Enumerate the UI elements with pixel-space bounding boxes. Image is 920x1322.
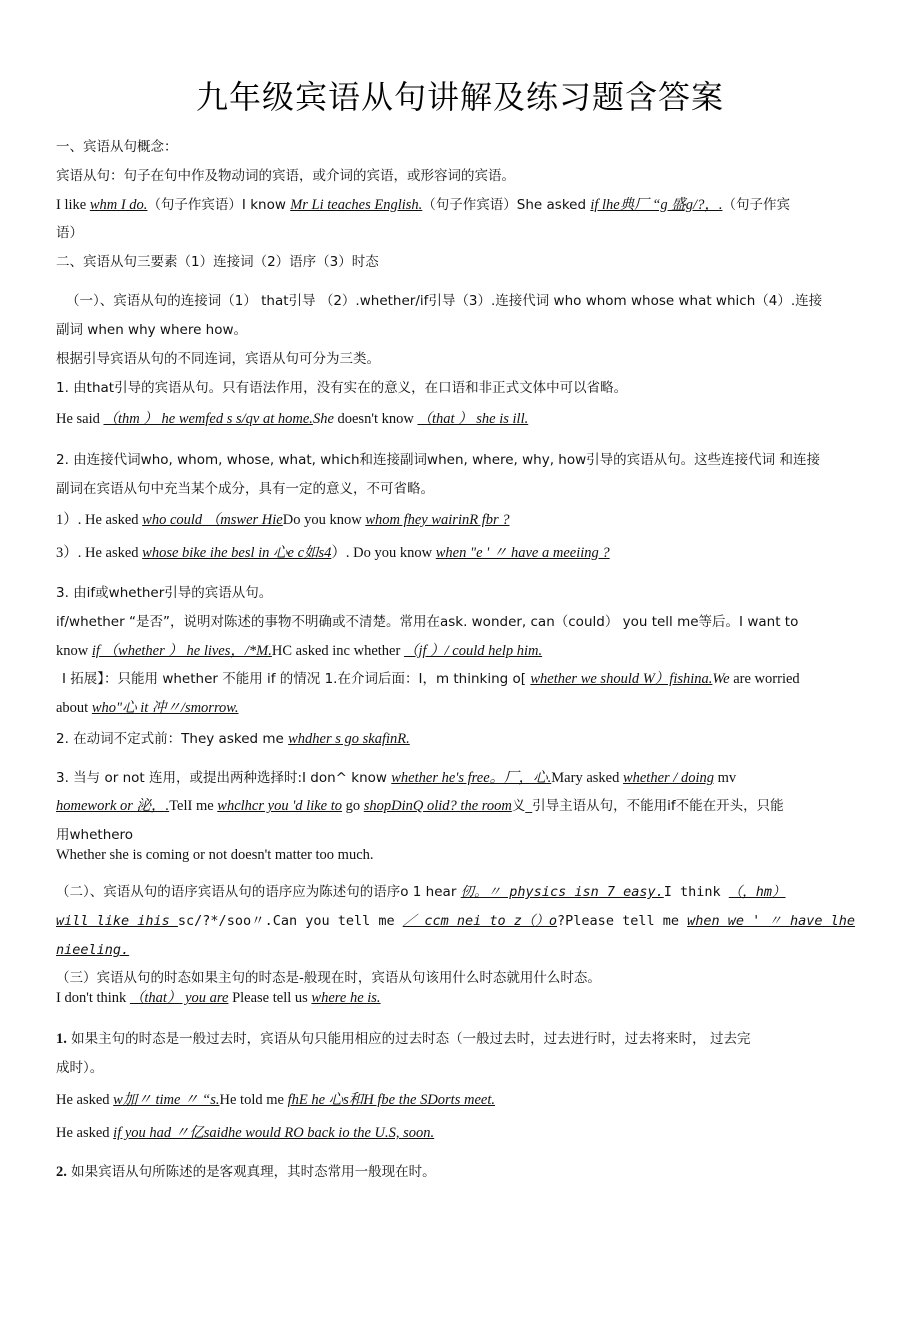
underlined-answer: homework or 泌，. <box>56 798 170 814</box>
text-run: TelI me <box>169 798 218 814</box>
underlined-answer: fhE he 心s和H fbe the SDorts meet. <box>287 1092 495 1108</box>
underlined-answer: when we ' 〃 have lhe <box>687 913 856 929</box>
wh-clause-continued: 副词在宾语从句中充当某个成分，具有一定的意义，不可省略。 <box>56 481 434 497</box>
past-tense-example-2 <box>56 1123 866 1143</box>
underlined-answer: whm I do. <box>89 197 148 213</box>
underlined-answer: will like ihis <box>56 913 178 929</box>
text-run: go <box>342 798 364 814</box>
definition-line: 宾语从句：句子在句中作及物动词的宾语，或介词的宾语，或形容词的宾语。 <box>56 168 515 184</box>
underlined-answer: where he is. <box>311 990 381 1006</box>
text-run: 2. 在动词不定式前：They asked me <box>56 731 289 747</box>
underlined-answer: who could （mswer Hie <box>142 512 283 528</box>
three-types-line: 根据引导宾语从句的不同连词，宾语从句可分为三类。 <box>56 351 380 367</box>
underlined-answer: whose bike ihe besl in 心e c如s4 <box>142 545 332 561</box>
underlined-answer: （thm ） he wemfed s s/qv at home. <box>103 411 313 427</box>
text-run: （句子作宾 <box>722 197 790 213</box>
underlined-answer: whdher s go skafinR. <box>288 731 410 747</box>
text-run: I think <box>663 884 729 900</box>
or-not-continued-2: 用whethero <box>56 827 134 843</box>
extension-continued <box>56 698 866 718</box>
text-run: ?Please tell me <box>557 913 688 929</box>
text-run: Do you know <box>282 512 366 528</box>
text-run: He told me <box>219 1092 288 1108</box>
underlined-answer: 仞。〃 physics isn 7 easy. <box>460 884 664 900</box>
underlined-answer: w加〃 time 〃 “s. <box>113 1092 220 1108</box>
text-run: 义_引导主语从句，不能用if不能在开头，只能 <box>511 798 784 814</box>
whether-example-sentence: Whether she is coming or not doesn't matter too much. <box>56 847 374 863</box>
text-run: doesn't know <box>333 411 418 427</box>
section-heading-concept: 一、宾语从句概念： <box>56 139 178 155</box>
underlined-answer: if （whether ） he lives，/*M. <box>91 643 272 659</box>
underlined-answer: whether / doing <box>622 770 714 786</box>
text-run: I don't think <box>56 990 130 1006</box>
or-not-rule <box>56 768 866 788</box>
text-run: 如果主句的时态是一般过去时，宾语从句只能用相应的过去时态（一般过去时，过去进行时，过去将来时， 过去完 <box>66 1031 751 1047</box>
rule-number: 2. <box>56 1164 67 1180</box>
text-run: （句子作宾语）I know <box>147 197 291 213</box>
text-run: Please tell us <box>228 990 312 1006</box>
infinitive-rule <box>56 729 866 749</box>
connectives-continued: 副词 when why where how。 <box>56 322 248 338</box>
underlined-answer: when "e ' 〃 have a meeiing ? <box>435 545 610 561</box>
word-order-continued <box>56 911 866 931</box>
text-run: Can you tell me <box>272 913 403 929</box>
text-run: She <box>312 411 334 427</box>
text-run: He said <box>56 411 104 427</box>
if-whether-heading: 3. 由if或whether引导的宾语从句。 <box>56 585 273 601</box>
text-run: He asked <box>56 1125 114 1141</box>
extension-line <box>62 669 872 689</box>
text-run: 3. 当与 or not 连用，或提出两种选择时:I don^ know <box>56 770 392 786</box>
text-run: sc/?*/soo〃. <box>177 913 273 929</box>
past-tense-continued: 成时）。 <box>56 1060 104 1076</box>
wh-example-1 <box>56 510 866 530</box>
subsection-connectives: （一）、宾语从句的连接词（1） that引导 （2）.whether/if引导（3）.连接代词 who whom whose what which（4）.连接 <box>66 293 823 309</box>
word-order-section <box>56 882 866 902</box>
text-run: I like <box>56 197 90 213</box>
if-whether-explanation: if/whether “是否”，说明对陈述的事物不明确或不清楚。常用在ask. wonder, can（could） you tell me等后。I want to <box>56 614 799 630</box>
text-run: are worried <box>729 671 800 687</box>
that-clause-heading: 1. 由that引导的宾语从句。只有语法作用，没有实在的意义，在口语和非正式文体中可以省略。 <box>56 380 628 396</box>
underlined-answer: if lhe典厂 “g 盛g/?，. <box>590 197 723 213</box>
section-heading-elements: 二、宾语从句三要素（1）连接词（2）语序（3）时态 <box>56 254 379 270</box>
tense-examples <box>56 988 866 1008</box>
underlined-answer: （that） you are <box>129 990 229 1006</box>
text-run: Mary asked <box>551 770 623 786</box>
text-run: about <box>56 700 92 716</box>
that-examples <box>56 409 866 429</box>
text-run: He asked <box>56 1092 114 1108</box>
text-run: ）. Do you know <box>331 545 436 561</box>
underlined-answer: who"心 it 冲〃/smorrow. <box>91 700 239 716</box>
underlined-answer: he would RO back io the U.S, soon. <box>227 1125 435 1141</box>
tense-section: （三）宾语从句的时态如果主句的时态是-般现在时，宾语从句该用什么时态就用什么时态。 <box>56 970 601 986</box>
underlined-answer: whom fhey wairinR fbr ? <box>365 512 510 528</box>
underlined-answer: whclhcr you 'd like to <box>217 798 343 814</box>
text-run: know <box>56 643 92 659</box>
underlined-answer: （，hm） <box>728 884 786 900</box>
text-run: I 拓展】：只能用 whether 不能用 if 的情况 1.在介词后面：I，m thinking o[ <box>62 671 531 687</box>
text-run: 如果宾语从句所陈述的是客观真理，其时态常用一般现在时。 <box>66 1164 436 1180</box>
rule-number: 1. <box>56 1031 67 1047</box>
present-tense-rule <box>56 1162 866 1182</box>
or-not-continued <box>56 796 866 816</box>
underlined-answer: Mr Li teaches English. <box>290 197 423 213</box>
underlined-answer: whether we should W）fishina. <box>530 671 713 687</box>
underlined-answer: ／ ccm nei to z（）o <box>402 913 558 929</box>
if-whether-examples <box>56 641 866 661</box>
past-tense-example-1 <box>56 1090 866 1110</box>
text-run: We <box>712 671 730 687</box>
document-title: 九年级宾语从句讲解及练习题含答案 <box>195 78 724 116</box>
text-run: （句子作宾语）She asked <box>422 197 591 213</box>
underlined-answer: （that ） she is ill. <box>417 411 529 427</box>
example-line-1 <box>56 195 866 215</box>
past-tense-rule <box>56 1029 866 1049</box>
underlined-answer: whether he's free。厂，心. <box>391 770 552 786</box>
wh-example-3 <box>56 543 866 563</box>
continuation-line: 语） <box>56 225 83 241</box>
text-run: HC asked inc whether <box>271 643 404 659</box>
text-run: mv <box>713 770 737 786</box>
wh-clause-heading: 2. 由连接代词who, whom, whose, what, which和连接副词when, where, why, how引导的宾语从句。这些连接代词 和连接 <box>56 452 820 468</box>
text-run: （二）、宾语从句的语序宾语从句的语序应为陈述句的语序o 1 hear <box>56 884 461 900</box>
underlined-answer: （jf ）/ could help him. <box>403 643 543 659</box>
underlined-answer: shopDinQ olid? the room <box>363 798 512 814</box>
text-run: 3）. He asked <box>56 545 143 561</box>
underlined-answer: if you had 〃亿said <box>113 1125 228 1141</box>
text-run: 1）. He asked <box>56 512 143 528</box>
word-order-continued-2: nieeling. <box>56 942 130 958</box>
